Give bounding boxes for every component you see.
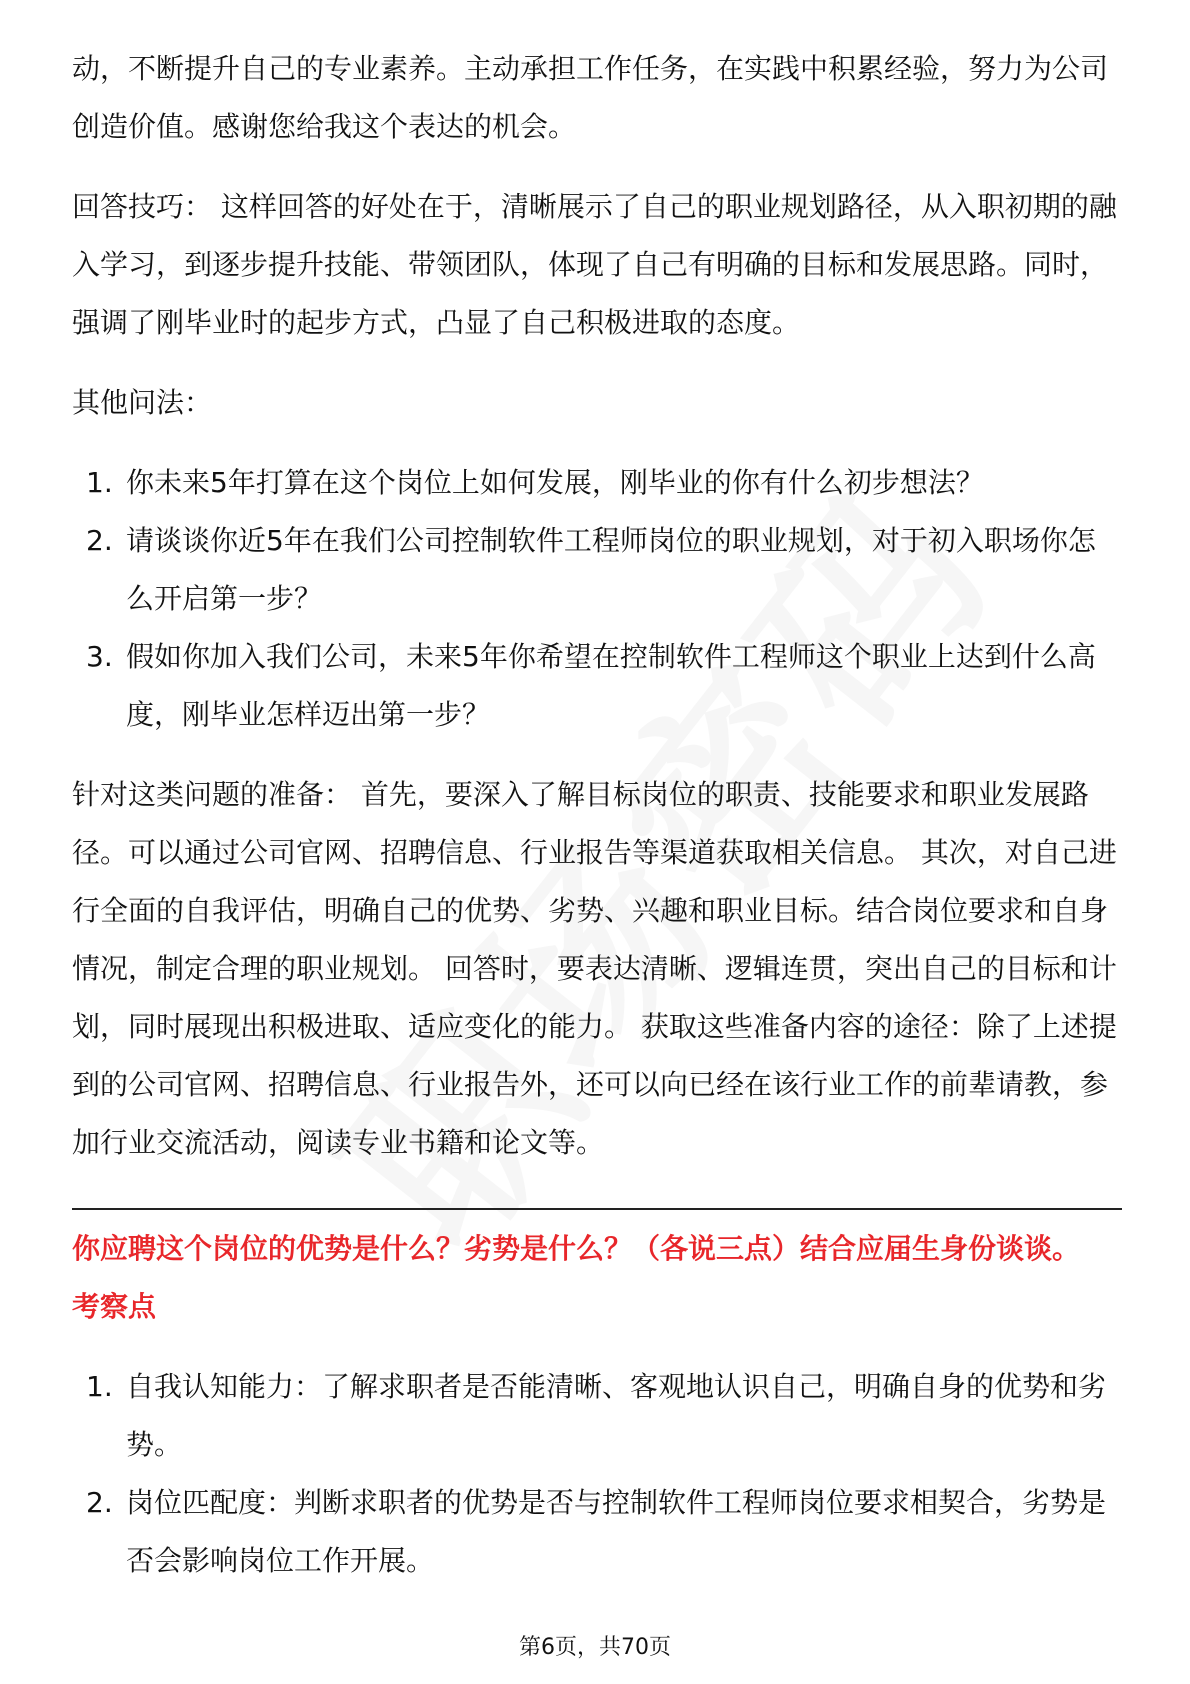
preparation-paragraph: 针对这类问题的准备： 首先，要深入了解目标岗位的职责、技能要求和职业发展路径。可以通过公司官网、招聘信息、行业报告等渠道获取相关信息。 其次，对自己进行全面的自我评估，明确自己的优势、劣势、兴趣和职业目标。结合岗位要求和自身情况，制定合理的职业规划。 回答时，要表达清晰、逻辑连贯，突出自己的目标和计划，同时展现出积极进取、适应变化的能力。 获取这些准备内容的途径：除了上述提到的公司官网、招聘信息、行业报告外，还可以向已经在该行业工作的前辈请教，参加行业交流活动，阅读专业书籍和论文等。 <box>72 778 1117 1159</box>
list-item <box>72 1474 1122 1590</box>
intro-tail-paragraph: 动，不断提升自己的专业素养。主动承担工作任务，在实践中积累经验，努力为公司创造价值。感谢您给我这个表达的机会。 <box>72 52 1109 143</box>
list-item-text: 假如你加入我们公司，未来5年你希望在控制软件工程师这个职业上达到什么高度，刚毕业怎样迈出第一步？ <box>126 640 1096 731</box>
list-number: 1. <box>86 1370 113 1403</box>
focus-heading: 考察点 <box>72 1290 157 1323</box>
list-item-text: 你未来5年打算在这个岗位上如何发展，刚毕业的你有什么初步想法？ <box>126 466 984 499</box>
list-item <box>72 1358 1122 1474</box>
other-questions-heading: 其他问法： <box>72 386 213 419</box>
list-item <box>72 628 1122 744</box>
list-number: 2. <box>86 1486 113 1519</box>
list-item-text: 岗位匹配度：判断求职者的优势是否与控制软件工程师岗位要求相契合，劣势是否会影响岗位工作开展。 <box>126 1486 1107 1577</box>
list-item-text: 自我认知能力：了解求职者是否能清晰、客观地认识自己，明确自身的优势和劣势。 <box>126 1370 1107 1461</box>
other-questions-list <box>72 454 1122 744</box>
question-title: 你应聘这个岗位的优势是什么？劣势是什么？（各说三点）结合应届生身份谈谈。 <box>72 1232 1081 1265</box>
list-item <box>72 512 1122 628</box>
list-number: 1. <box>86 466 113 499</box>
list-item-text: 请谈谈你近5年在我们公司控制软件工程师岗位的职业规划，对于初入职场你怎么开启第一步？ <box>126 524 1096 615</box>
document-body <box>72 40 1122 1590</box>
list-number: 2. <box>86 524 113 557</box>
list-number: 3. <box>86 640 113 673</box>
section-divider <box>72 1208 1122 1210</box>
focus-points-list <box>72 1358 1122 1590</box>
page-footer: 第6页，共70页 <box>519 1635 671 1660</box>
answer-tips-paragraph: 回答技巧： 这样回答的好处在于，清晰展示了自己的职业规划路径，从入职初期的融入学习，到逐步提升技能、带领团队，体现了自己有明确的目标和发展思路。同时，强调了刚毕业时的起步方式，凸显了自己积极进取的态度。 <box>72 190 1117 339</box>
list-item <box>72 454 1122 512</box>
